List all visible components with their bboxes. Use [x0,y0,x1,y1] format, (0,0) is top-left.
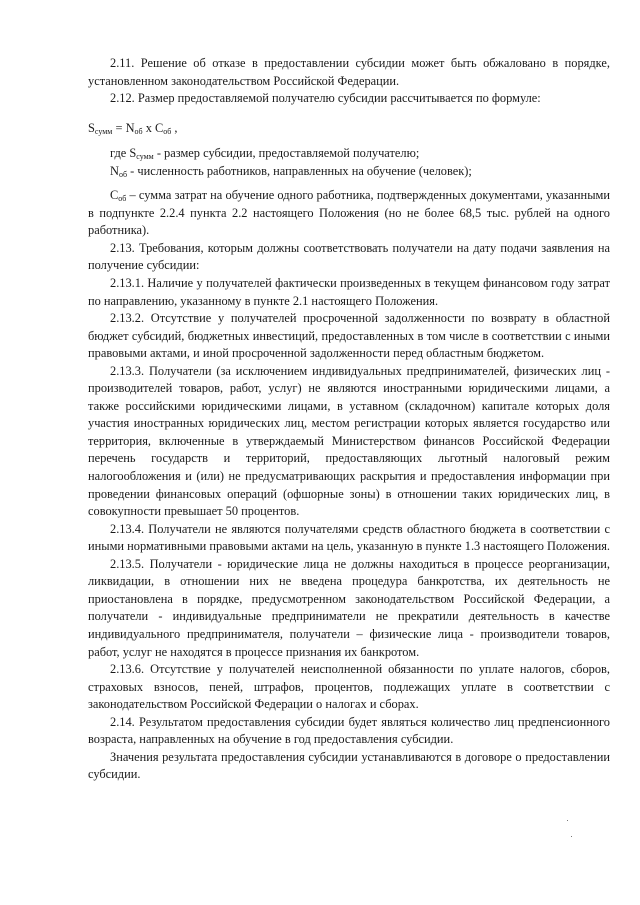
formula-eq: = [112,120,126,135]
paragraph-2-13-1: 2.13.1. Наличие у получателей фактически произведенных в текущем финансовом году затрат по направлению, указанному в пункте 2.1 настоящего Положения. [88,276,610,308]
paragraph-2-13-3: 2.13.3. Получатели (за исключением индивидуальных предпринимателей, физических лиц - производителей товаров, работ, услуг) не являются иностранными юридическими лицами, а также российскими юридическими лицами, в уставном (складочном) капитале которых доля участия иностранных юридических лиц, местом регистрации которых является государство или территория, включенные в утверждаемый Министерством финансов Российской Федерации перечень государств и территорий, предоставляющих льготный налоговый режим налогообложения и (или) не предусматривающих раскрытия и предоставления информации при проведении финансовых операций (офшорные зоны) в отношении таких юридических лиц, в совокупности превышает 50 процентов. [88,363,610,519]
paragraph-2-13: 2.13. Требования, которым должны соответствовать получатели на дату подачи заявления на получение субсидии: [88,240,610,273]
formula-s-sub: сумм [94,126,113,136]
formula-n: N [125,120,135,135]
paragraph-2-13-2: 2.13.2. Отсутствие у получателей просроченной задолженности по возврату в областной бюджет субсидий, бюджетных инвестиций, предоставленных в том числе в соответствии с иными правовыми актами, и иной просроченной задолженности перед областным бюджетом. [88,311,610,361]
definition-c-ob: $C_{об}$ – сумма затрат на обучение одного работника, подтвержденных документами, указанными в подпункте 2.2.4 пункта 2.2 настоящего Положения (но не более 68,5 тыс. рублей на одного работника). [88,188,610,238]
paragraph-2-13-6: 2.13.6. Отсутствие у получателей неисполненной обязанности по уплате налогов, сборов, страховых взносов, пеней, штрафов, процентов, подлежащих уплате в соответствии с законодательством Российской Федерации о налогах и сборах. [88,662,610,712]
paragraph-result-values: Значения результата предоставления субсидии устанавливаются в договоре о предоставлении субсидии. [88,749,610,782]
formula-end: , [171,120,178,135]
paragraph-2-14: 2.14. Результатом предоставления субсидии будет являться количество лиц предпенсионного возраста, направленных на обучение в год предоставления субсидии. [88,714,610,747]
subsidy-formula [88,120,610,138]
definition-n-ob: $N_{об}$ - численность работников, направленных на обучение (человек); [110,163,472,179]
paragraph-2-12: 2.12. Размер предоставляемой получателю субсидии рассчитывается по формуле: [110,91,541,106]
paragraph-2-11: 2.11. Решение об отказе в предоставлении субсидии может быть обжаловано в порядке, установленном законодательством Российской Федерации. [88,56,610,88]
formula-c-sub: об [163,126,172,136]
formula-c: C [154,120,164,135]
paragraph-2-13-4: 2.13.4. Получатели не являются получателями средств областного бюджета в соответствии с иными нормативными правовыми актами на цель, указанную в пункте 1.3 настоящего Положения. [88,521,611,554]
scan-speck [571,836,572,837]
formula-s: S [88,120,95,135]
paragraph-2-13-5: 2.13.5. Получатели - юридические лица не должны находиться в процессе реорганизации, ликвидации, в отношении них не введена процедура банкротства, их деятельность не приостановлена в порядке, предусмотренном законодательством Российской Федерации, а получатели - индивидуальные предприниматели не прекратили деятельность в качестве индивидуального предпринимателя, получатели – физические лица - производители товаров, работ, услуг не находятся в процессе признания их банкротом. [88,556,610,659]
definition-s-summ: где $S_{сумм}$ - размер субсидии, предоставляемой получателю; [110,146,420,162]
formula-times: x [142,120,155,135]
formula-n-sub: об [134,126,143,136]
scan-speck [567,820,568,821]
